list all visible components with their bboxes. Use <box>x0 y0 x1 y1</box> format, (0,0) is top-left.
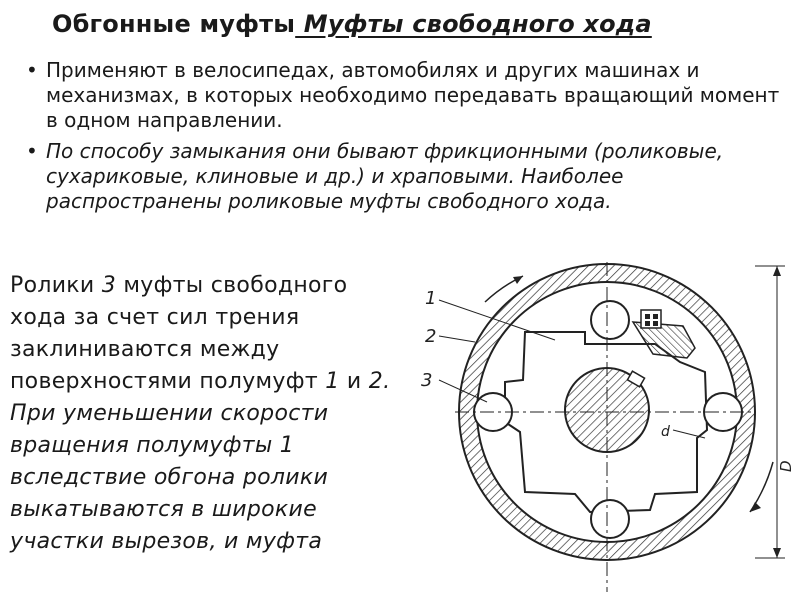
label-2: 2 <box>425 326 437 347</box>
body-part: Ролики <box>10 273 102 298</box>
body-part: . При уменьшении скорости вращения полумуфты 1 вследствие обгона ролики выкатываются в широкие участки вырезов, и муфта <box>10 369 391 554</box>
rotation-arrow-right <box>750 462 773 512</box>
slide-title <box>52 10 792 38</box>
roller-bottom <box>591 500 629 538</box>
bullet-marker: • <box>26 58 38 82</box>
bullet-text: По способу замыкания они бывают фрикционными (роликовые, сухариковые, клиновые и др.) и храповыми. Наиболее распространены роликовые муфты свободного хода. <box>46 139 724 213</box>
bullet-list <box>24 58 784 220</box>
leader-2 <box>439 336 475 342</box>
body-part: 1 <box>325 369 340 394</box>
bullet-types <box>24 139 784 214</box>
body-paragraph <box>10 270 410 558</box>
leader-d <box>673 430 705 438</box>
body-part: 2 <box>368 369 384 394</box>
clutch-diagram <box>405 262 800 600</box>
label-d: d <box>661 424 670 440</box>
label-D: D <box>777 460 795 472</box>
body-part: муфты свободного хода за счет сил трения заклиниваются между поверхностями полумуфт <box>10 273 348 394</box>
bullet-text: Применяют в велосипедах, автомобилях и других машинах и механизмах, в которых необходимо передавать вращающий момент в одном направлении. <box>46 58 780 132</box>
label-1: 1 <box>425 288 437 309</box>
bullet-marker: • <box>26 139 38 163</box>
body-part: 3 <box>101 273 117 298</box>
title-plain: Обгонные муфты <box>52 10 296 38</box>
title-italic: Муфты свободного хода <box>295 10 652 38</box>
body-part: и <box>339 369 369 394</box>
bullet-application <box>24 58 784 133</box>
roller-top <box>591 301 629 339</box>
label-3: 3 <box>421 370 433 391</box>
